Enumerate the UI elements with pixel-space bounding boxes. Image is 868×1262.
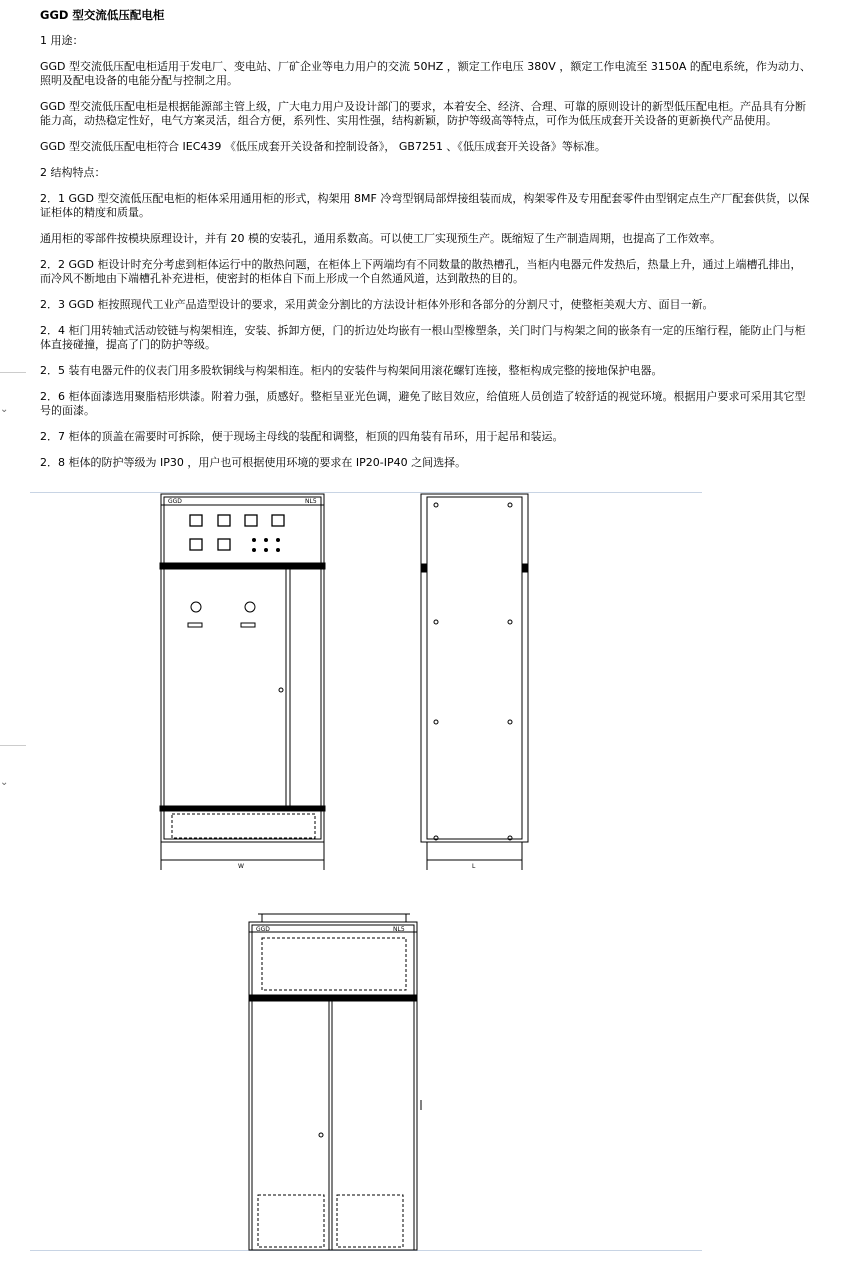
dimension-width: W <box>238 863 244 870</box>
paragraph: GGD 型交流低压配电柜是根据能源部主管上级，广大电力用户及设计部门的要求，本着安全、经济、合理、可靠的原则设计的新型低压配电柜。产品具有分断能力高，动热稳定性好，电气方案灵活，组合方便，系列性、实用性强，结构新颖，防护等级高等特点，可作为低压成套开关设备的更新换代产品使用。 <box>40 100 807 127</box>
rear-view-drawing <box>249 914 421 1250</box>
paragraph: GGD 型交流低压配电柜符合 IEC439 《低压成套开关设备和控制设备》， GB7251 、《低压成套开关设备》等标准。 <box>40 140 606 153</box>
paragraph: 2．7 柜体的顶盖在需要时可拆除，便于现场主母线的装配和调整，柜顶的四角装有吊环，用于起吊和装运。 <box>40 430 564 443</box>
label-ggd: GGD <box>168 498 182 505</box>
paragraph: 2．6 柜体面漆选用聚脂桔形烘漆。附着力强，质感好。整柜呈亚光色调，避免了眩目效应，给值班人员创造了较舒适的视觉环境。根据用户要求可采用其它型号的面漆。 <box>40 390 806 417</box>
label-ggd-rear: GGD <box>256 926 270 933</box>
paragraph: GGD 型交流低压配电柜适用于发电厂、变电站、厂矿企业等电力用户的交流 50HZ ，额定工作电压 380V ，额定工作电流至 3150A 的配电系统，作为动力、照明及配电设备的电能分配与控制之用。 <box>40 60 811 87</box>
front-view-drawing <box>160 494 325 870</box>
chevron-down-icon[interactable]: ⌄ <box>0 404 9 415</box>
paragraph: 2．5 装有电器元件的仪表门用多股软铜线与构架相连。柜内的安装件与构架间用滚花螺钉连接，整柜构成完整的接地保护电器。 <box>40 364 663 377</box>
chevron-down-icon[interactable]: ⌄ <box>0 777 9 788</box>
paragraph: 2．8 柜体的防护等级为 IP30 ，用户也可根据使用环境的要求在 IP20-IP40 之间选择。 <box>40 456 467 469</box>
label-nl5: NL5 <box>305 498 317 505</box>
paragraph: 2 结构特点： <box>40 166 106 179</box>
paragraph: 2．1 GGD 型交流低压配电柜的柜体采用通用柜的形式，构架用 8MF 冷弯型钢局部焊接组装而成，构架零件及专用配套零件由型钢定点生产厂配套供货，以保证柜体的精度和质量。 <box>40 192 810 219</box>
paragraph: 2．3 GGD 柜按照现代工业产品造型设计的要求，采用黄金分割比的方法设计柜体外形和各部分的分割尺寸，使整柜美观大方、面目一新。 <box>40 298 714 311</box>
paragraph: 1 用途： <box>40 34 84 47</box>
paragraph: 通用柜的零部件按模块原理设计，并有 20 模的安装孔，通用系数高。可以使工厂实现预生产。既缩短了生产制造周期，也提高了工作效率。 <box>40 232 721 245</box>
page-title: GGD 型交流低压配电柜 <box>40 8 165 22</box>
side-view-drawing <box>421 494 528 870</box>
dimension-depth: L <box>472 863 476 870</box>
paragraph: 2．4 柜门用转轴式活动铰链与构架相连，安装、拆卸方便，门的折边处均嵌有一根山型橡塑条，关门时门与构架之间的嵌条有一定的压缩行程，能防止门与柜体直接碰撞，提高了门的防护等级。 <box>40 324 806 351</box>
label-nl5-rear: NL5 <box>393 926 405 933</box>
paragraph: 2．2 GGD 柜设计时充分考虑到柜体运行中的散热问题，在柜体上下两端均有不同数量的散热槽孔，当柜内电器元件发热后，热量上升，通过上端槽孔排出，而冷风不断地由下端槽孔补充进柜，使密封的柜体自下而上形成一个自然通风道，达到散热的目的。 <box>40 258 802 285</box>
